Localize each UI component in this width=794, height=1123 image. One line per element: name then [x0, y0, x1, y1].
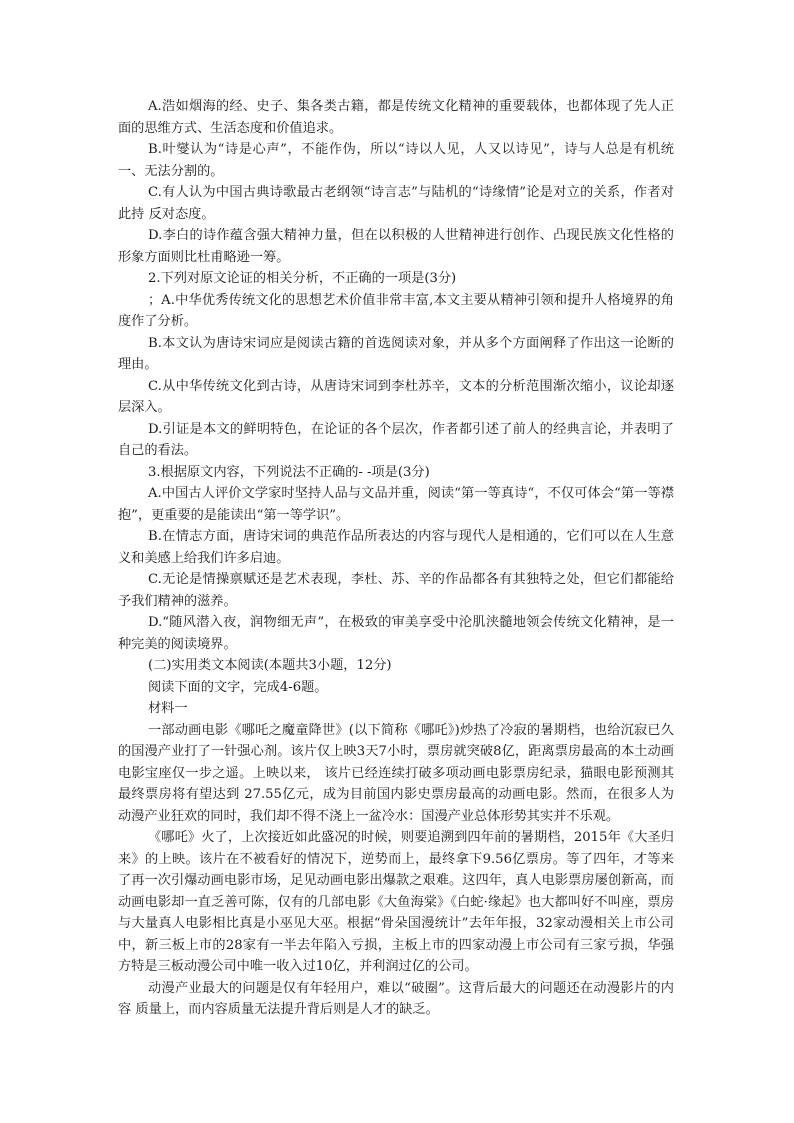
option-1d: D.李白的诗作蕴含强大精神力量，但在以积极的人世精神进行创作、凸现民族文化性格的形象方面则比杜甫略逊一筹。 — [118, 228, 674, 265]
material-paragraph-1: 一部动画电影《哪吒之魔童降世》(以下简称《哪吒》)炒热了冷寂的暑期档，也给沉寂已久的国漫产业打了一针强心剂。该片仅上映3天7小时，票房就突破8亿，距离票房最高的本土动画电影宝座仅一步之遥。上映以来， 该片已经连续打破多项动画电影票房纪录，猫眼电影预测其最终票房将有望达到 27.55亿元，成为目前国内影史票房最高的动画电影。然而，在很多人为动漫产业狂欢的同时，我们却不得不浇上一盆冷水：国漫产业总体形势其实并不乐观。 — [118, 722, 674, 824]
option-3b: B.在情志方面，唐诗宋词的典范作品所表达的内容与现代人是相通的，它们可以在人生意义和美感上给我们许多启迪。 — [118, 529, 674, 566]
question-3: 3.根据原文内容，下列说法不正确的- -项是(3分) — [148, 464, 430, 480]
option-2d: D.引证是本文的鲜明特色，在论证的各个层次，作者都引述了前人的经典言论，并表明了自己的看法。 — [118, 421, 674, 458]
question-2: 2.下列对原文论证的相关分析，不正确的一项是(3分) — [148, 271, 457, 286]
option-2c: C.从中华传统文化到古诗，从唐诗宋词到李杜苏辛，文本的分析范围渐次缩小，议论却逐层深入。 — [118, 378, 674, 415]
section-heading: (二)实用类文本阅读(本题共3小题，12分) — [148, 658, 392, 673]
option-1c: C.有人认为中国古典诗歌最古老纲领“诗言志”与陆机的“诗缘情”论是对立的关系，作者对此持 反对态度。 — [118, 185, 674, 222]
reading-instruction: 阅读下面的文字，完成4-6题。 — [148, 679, 328, 695]
option-3c: C.无论是情操禀赋还是艺术表现，李杜、苏、辛的作品都各有其独特之处，但它们都能给予我们精神的滋养。 — [118, 572, 674, 609]
option-2a: ；A.中华优秀传统文化的思想艺术价值非常丰富,本文主要从精神引领和提升人格境界的角度作了分析。 — [118, 292, 674, 329]
option-1a: A.浩如烟海的经、史子、集各类古籍，都是传统文化精神的重要载体，也都体现了先人正面的思维方式、生活态度和价值追求。 — [118, 99, 674, 136]
option-1b: B.叶燮认为“诗是心声”，不能作伪，所以“诗以人见，人又以诗见”，诗与人总是有机统一、无法分割的。 — [118, 142, 674, 179]
material-paragraph-3: 动漫产业最大的问题是仅有年轻用户，难以“破圈”。这背后最大的问题还在动漫影片的内容 质量上，而内容质量无法提升背后则是人才的缺乏。 — [118, 980, 674, 1017]
option-3a: A.中国古人评价文学家时坚持人品与文品并重，阅读“第一等真诗“，不仅可体会“第一等襟抱”，更重要的是能读出“第一等学识”。 — [118, 486, 674, 523]
option-3d: D.“随风潜入夜，润物细无声”，在极致的审美享受中沦肌浃髓地领会传统文化精神，是一种完美的阅读境界。 — [118, 615, 674, 652]
option-2b: B.本文认为唐诗宋词应是阅读古籍的首选阅读对象，并从多个方面阐释了作出这一论断的理由。 — [118, 335, 674, 372]
material-label: 材料一 — [148, 701, 188, 716]
document-body — [118, 96, 674, 1021]
material-paragraph-2: 《哪吒》火了，上次接近如此盛况的时候，则要追溯到四年前的暑期档，2015年《大圣归来》的上映。该片在不被看好的情况下，逆势而上，最终拿下9.56亿票房。等了四年，才等来了再一次引爆动画电影市场，足见动画电影出爆款之艰难。这四年，真人电影票房屡创新高，而动画电影却一直乏善可陈，仅有的几部电影《大鱼海棠》《白蛇·缘起》也大都叫好不叫座，票房与大量真人电影相比真是小巫见大巫。根据“骨朵国漫统计”去年年报，32家动漫相关上市公司中，新三板上市的28家有一半去年陷入亏损，主板上市的四家动漫上市公司有三家亏损，华强方特是三板动漫公司中唯一收入过10亿，并利润过亿的公司。 — [118, 830, 674, 974]
